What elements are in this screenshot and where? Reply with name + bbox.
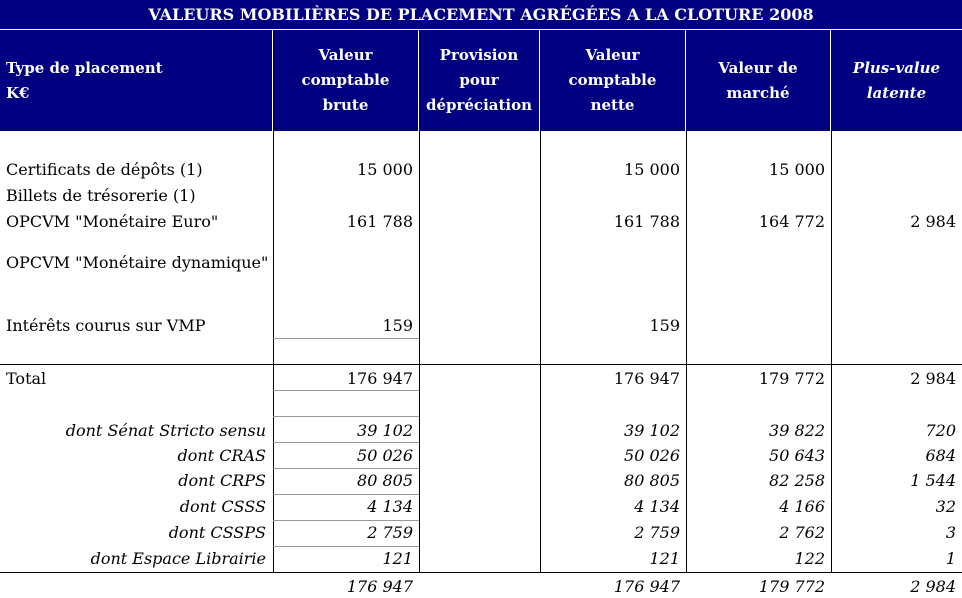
row-label: Billets de trésorerie (1) xyxy=(6,186,196,205)
footer-marche: 179 772 xyxy=(758,577,825,596)
detail-nette: 80 805 xyxy=(624,471,680,490)
total-label: Total xyxy=(6,369,47,388)
grid-hline xyxy=(273,416,419,417)
header-provision-line1: Provision xyxy=(439,46,519,64)
grid-hline xyxy=(273,494,419,495)
detail-marche: 39 822 xyxy=(769,421,825,440)
detail-marche: 122 xyxy=(794,549,825,568)
detail-marche: 2 762 xyxy=(779,523,825,542)
table-title: VALEURS MOBILIÈRES DE PLACEMENT AGRÉGÉES A LA CLOTURE 2008 xyxy=(0,0,962,30)
bottom-divider xyxy=(0,572,962,573)
detail-label: dont CRPS xyxy=(178,471,266,490)
header-plusvalue-line1: Plus-value xyxy=(852,58,941,77)
row-label: Intérêts courus sur VMP xyxy=(6,316,206,335)
row-nette: 161 788 xyxy=(613,212,680,231)
detail-brute: 2 759 xyxy=(367,523,413,542)
detail-brute: 50 026 xyxy=(357,446,413,465)
header-provision xyxy=(419,30,540,131)
row-brute: 159 xyxy=(382,316,413,335)
header-marche-line1: Valeur de xyxy=(718,58,798,77)
detail-label: dont Sénat Stricto sensu xyxy=(65,421,266,440)
detail-nette: 4 134 xyxy=(634,497,680,516)
detail-plusvalue: 3 xyxy=(945,523,956,542)
total-nette: 176 947 xyxy=(613,369,680,388)
detail-brute: 121 xyxy=(382,549,413,568)
footer-plusvalue: 2 984 xyxy=(910,577,956,596)
row-marche: 164 772 xyxy=(758,212,825,231)
header-nette-line1: Valeur xyxy=(585,46,640,64)
detail-plusvalue: 32 xyxy=(935,497,956,516)
header-type-line1: Type de placement xyxy=(6,58,163,77)
row-label: OPCVM "Monétaire Euro" xyxy=(6,212,219,231)
header-nette xyxy=(540,30,686,131)
row-nette: 15 000 xyxy=(624,160,680,179)
detail-marche: 4 166 xyxy=(779,497,825,516)
header-brute xyxy=(273,30,419,131)
detail-label: dont CSSS xyxy=(179,497,266,516)
footer-brute: 176 947 xyxy=(346,577,413,596)
grid-hline xyxy=(273,468,419,469)
row-nette: 159 xyxy=(649,316,680,335)
detail-plusvalue: 1 544 xyxy=(910,471,956,490)
grid-hline xyxy=(273,442,419,443)
detail-nette: 50 026 xyxy=(624,446,680,465)
header-marche-line2: marché xyxy=(726,83,790,102)
detail-nette: 121 xyxy=(649,549,680,568)
total-divider xyxy=(0,364,962,365)
footer-nette: 176 947 xyxy=(613,577,680,596)
header-plusvalue-line2: latente xyxy=(866,83,927,102)
total-plusvalue: 2 984 xyxy=(910,369,956,388)
detail-label: dont CSSPS xyxy=(168,523,266,542)
header-nette-line3: nette xyxy=(590,96,635,114)
detail-label: dont Espace Librairie xyxy=(90,549,266,568)
detail-brute: 80 805 xyxy=(357,471,413,490)
grid-hline xyxy=(273,520,419,521)
header-marche xyxy=(686,30,831,131)
detail-plusvalue: 1 xyxy=(945,549,956,568)
total-marche: 179 772 xyxy=(758,369,825,388)
header-plusvalue xyxy=(831,30,962,131)
detail-nette: 39 102 xyxy=(624,421,680,440)
row-brute: 15 000 xyxy=(357,160,413,179)
header-brute-line2: comptable xyxy=(301,71,390,89)
header-brute-line1: Valeur xyxy=(318,46,373,64)
detail-brute: 39 102 xyxy=(357,421,413,440)
grid-hline xyxy=(273,390,419,391)
grid-vline xyxy=(419,131,420,572)
detail-brute: 4 134 xyxy=(367,497,413,516)
header-type-line2: K€ xyxy=(6,83,30,102)
row-brute: 161 788 xyxy=(346,212,413,231)
header-nette-line2: comptable xyxy=(568,71,657,89)
header-type xyxy=(0,30,273,131)
header-provision-line3: dépréciation xyxy=(425,96,533,114)
detail-plusvalue: 684 xyxy=(925,446,956,465)
header-provision-line2: pour xyxy=(459,71,499,89)
header-brute-line3: brute xyxy=(322,96,369,114)
detail-label: dont CRAS xyxy=(177,446,266,465)
row-marche: 15 000 xyxy=(769,160,825,179)
detail-marche: 50 643 xyxy=(769,446,825,465)
row-label: OPCVM "Monétaire dynamique" xyxy=(6,253,269,272)
row-plusvalue: 2 984 xyxy=(910,212,956,231)
detail-marche: 82 258 xyxy=(769,471,825,490)
grid-hline xyxy=(273,546,419,547)
detail-nette: 2 759 xyxy=(634,523,680,542)
total-brute: 176 947 xyxy=(346,369,413,388)
row-label: Certificats de dépôts (1) xyxy=(6,160,203,179)
detail-plusvalue: 720 xyxy=(925,421,956,440)
grid-hline xyxy=(273,338,419,339)
